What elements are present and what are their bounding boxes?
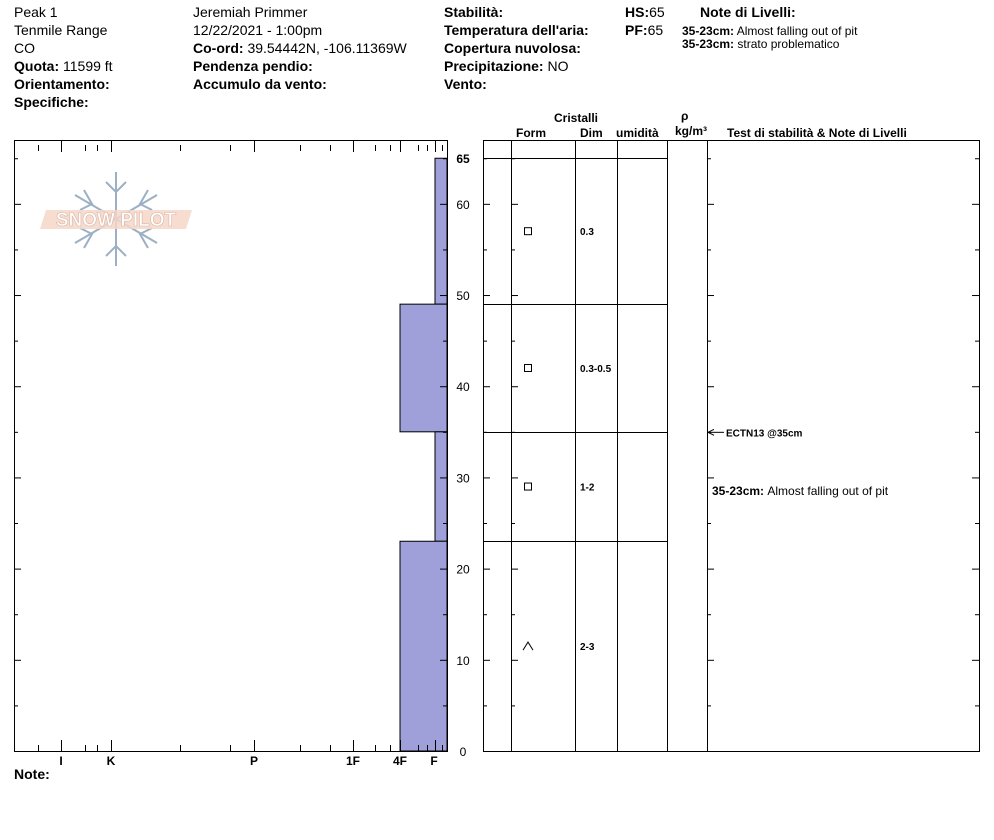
form-header: Form (516, 126, 546, 140)
location-range: Tenmile Range (14, 22, 108, 38)
facet-square-icon (525, 483, 532, 490)
hardness-bar (400, 304, 447, 432)
observer-name: Jeremiah Primmer (193, 4, 308, 20)
x-tick-label: I (59, 754, 63, 768)
hardness-bar (435, 432, 447, 541)
layer-comment-range: 35-23cm: (712, 483, 768, 498)
test-result-label: ECTN13 @35cm (726, 428, 803, 440)
hardness-bar (400, 541, 447, 751)
hardness-bar (435, 158, 447, 304)
wind-loading-label: Accumulo da vento: (193, 76, 327, 92)
grain-size-label: 2-3 (580, 642, 595, 654)
stability-label: Stabilità: (444, 4, 504, 20)
layer-note-1-range: 35-23cm: (682, 24, 735, 38)
x-tick-label: F (430, 754, 438, 768)
depth-hoar-caret-icon (523, 642, 533, 650)
y-tick-label: 40 (456, 380, 470, 395)
logo-text: SNOW PILOT (55, 210, 177, 231)
density-symbol: ρ (681, 109, 689, 123)
aspect-label: Orientamento: (14, 76, 110, 92)
x-tick-label: P (249, 754, 259, 768)
snowpilot-logo (40, 172, 192, 266)
y-tick-label: 60 (456, 197, 470, 212)
hardness-plot-frame (15, 141, 448, 752)
location-state: CO (14, 40, 35, 56)
layer-comment (712, 484, 889, 498)
wind-label: Vento: (444, 76, 487, 92)
size-header: Dim (580, 126, 603, 140)
y-tick-label: 0 (459, 745, 467, 759)
coord-value: 39.54442N, -106.11369W (247, 40, 407, 56)
y-tick-label: 65 (456, 152, 470, 167)
facet-square-icon (525, 228, 532, 235)
notes-label: Note: (14, 766, 50, 782)
x-tick-label: 4F (392, 754, 408, 768)
tests-notes-header: Test di stabilità & Note di Livelli (727, 126, 907, 140)
layer-table-frame (484, 141, 980, 752)
y-tick-label: 50 (456, 289, 470, 304)
hs-label: HS: (625, 4, 650, 20)
y-tick-label: 20 (456, 562, 470, 577)
layer-note-2-range: 35-23cm: (682, 37, 735, 51)
slope-label: Pendenza pendio: (193, 58, 313, 74)
moisture-header: umidità (616, 126, 659, 140)
observation-datetime: 12/22/2021 - 1:00pm (193, 22, 323, 38)
y-tick-label: 30 (456, 471, 470, 486)
crystals-header: Cristalli (554, 111, 599, 125)
density-unit: kg/m³ (675, 124, 708, 138)
pf-value: 65 (647, 22, 664, 38)
air-temp-label: Temperatura dell'aria: (444, 22, 589, 38)
pf-label: PF: (625, 22, 648, 38)
layer-note-1-text: Almost falling out of pit (736, 24, 858, 38)
facet-square-icon (525, 364, 532, 371)
layer-comment-text: Almost falling out of pit (767, 483, 889, 498)
precip-label: Precipitazione: (444, 58, 544, 74)
grain-size-label: 1-2 (580, 482, 595, 494)
x-tick-label: 1F (345, 754, 361, 768)
layer-note-2-text: strato problematico (737, 37, 840, 51)
grain-size-label: 0.3 (580, 227, 594, 239)
elevation-label: Quota: (14, 58, 60, 74)
x-tick-label: K (106, 754, 116, 768)
layer-notes-title: Note di Livelli: (700, 4, 796, 20)
precip-value: NO (547, 58, 569, 74)
cloud-cover-label: Copertura nuvolosa: (444, 40, 581, 56)
elevation-value: 11599 ft (63, 58, 113, 74)
y-tick-label: 10 (456, 653, 470, 668)
specifics-label: Specifiche: (14, 94, 89, 110)
coord-label: Co-ord: (193, 40, 244, 56)
hs-value: 65 (649, 4, 665, 20)
location-name: Peak 1 (14, 4, 58, 20)
grain-size-label: 0.3-0.5 (580, 363, 612, 375)
